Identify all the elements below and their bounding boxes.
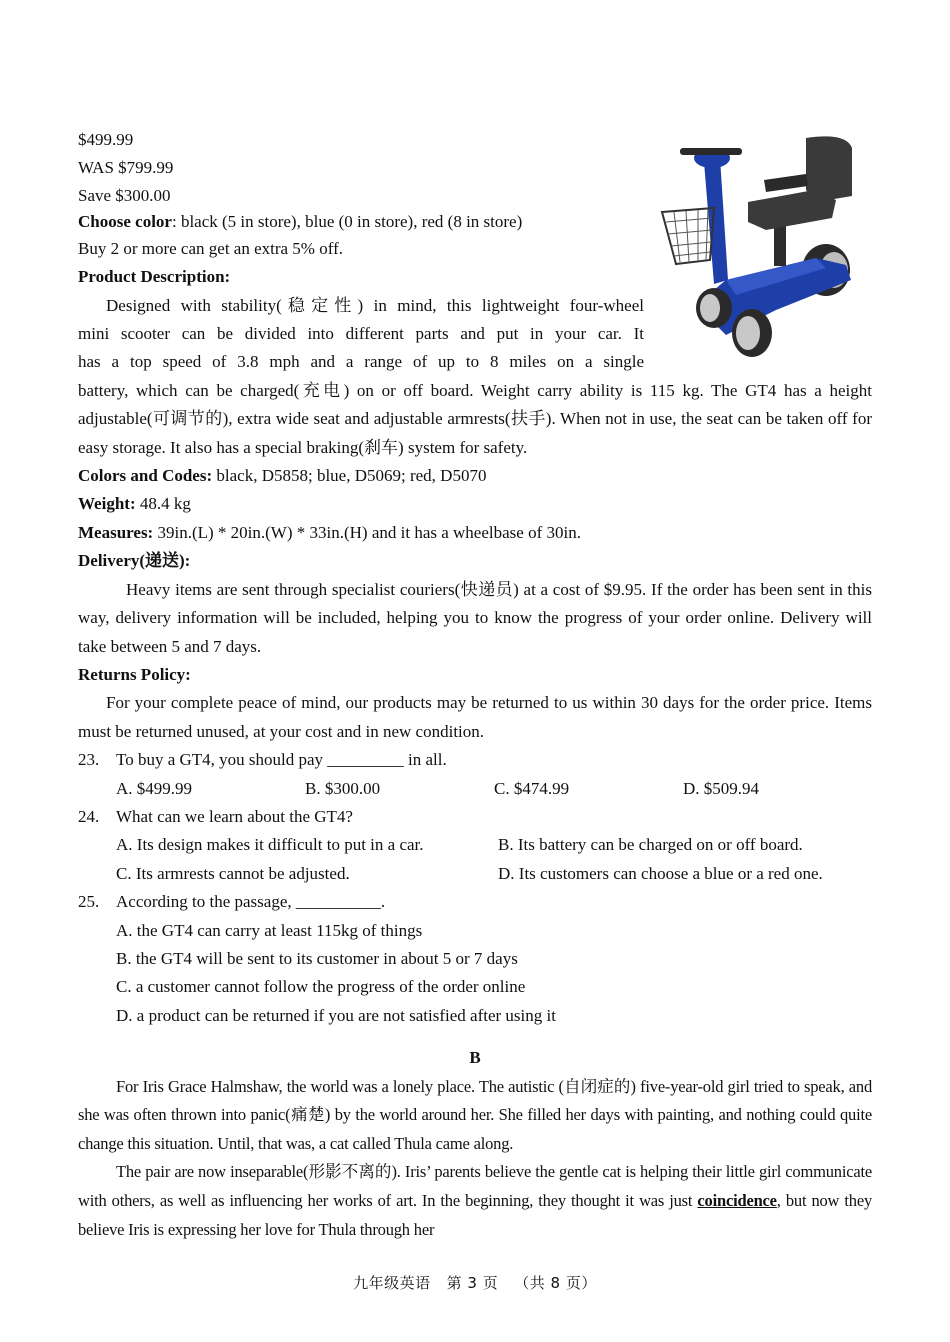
question-number: 24. — [78, 806, 100, 826]
question-25 — [78, 888, 872, 916]
option-a: A. the GT4 can carry at least 115kg of things — [116, 920, 423, 940]
question-stem: To buy a GT4, you should pay _________ in all. — [116, 750, 447, 770]
question-24-options-row-1 — [116, 831, 872, 859]
codes-label: Colors and Codes: — [78, 466, 213, 486]
option-b: B. the GT4 will be sent to its customer in about 5 or 7 days — [116, 948, 518, 968]
key-word: coincidence — [697, 1190, 777, 1210]
option-d: D. $509.94 — [683, 778, 760, 798]
exam-page — [78, 126, 872, 1244]
question-stem: According to the passage, __________. — [116, 892, 386, 912]
option-b: B. Its battery can be charged on or off board. — [498, 835, 803, 855]
measures — [78, 519, 872, 547]
paragraph-2-end: , but now they believe Iris is expressing her love for Thula through her — [78, 1190, 872, 1239]
option-c: C. Its armrests cannot be adjusted. — [116, 863, 350, 883]
returns-text: For your complete peace of mind, our products may be returned to us within 30 days for the order price. Items must be returned unused, at your cost and in new condition. — [78, 693, 872, 741]
paragraph-2-start: The pair are now inseparable(形影不离的). Iris’ parents believe the gentle cat is helping their little girl communicate with others, as well as influencing her works of art. In the beginning, they thought it was just — [78, 1162, 872, 1210]
description-line-2: mini scooter can be divided into different parts and put in your car. It — [78, 324, 644, 344]
description-line-3: has a top speed of 3.8 mph and a range of up to 8 miles on a single — [78, 352, 644, 372]
delivery-text: Heavy items are sent through specialist couriers(快递员) at a cost of $9.95. If the order has been sent in this way, delivery information will be included, helping you to know the progress of your order online. Delivery will take between 5 and 7 days. — [78, 579, 872, 656]
question-number: 25. — [78, 892, 100, 912]
section-b-paragraph-1: For Iris Grace Halmshaw, the world was a lonely place. The autistic (自闭症的) five-year-old girl tried to speak, and she was often thrown into panic(痛楚) by the world around her. She filled her days with painting, and nothing could quite change this situation. Until, that was, a cat called Thula came along. — [78, 1076, 872, 1153]
color-text: : black (5 in store), blue (0 in store), red (8 in store) — [171, 211, 523, 231]
weight-text: 48.4 kg — [135, 494, 191, 514]
footer-total: （共 8 页） — [514, 1274, 597, 1292]
section-b-paragraph-2 — [78, 1158, 872, 1244]
footer-subject: 九年级英语 — [353, 1274, 431, 1292]
measures-text: 39in.(L) * 20in.(W) * 33in.(H) and it has a wheelbase of 30in. — [153, 522, 581, 542]
question-23-options — [116, 775, 872, 803]
question-stem: What can we learn about the GT4? — [116, 806, 353, 826]
option-d: D. Its customers can choose a blue or a red one. — [498, 863, 823, 883]
description-rest: battery, which can be charged(充电) on or off board. Weight carry ability is 115 kg. The GT4 has a height adjustable(可调节的), extra wide seat and adjustable armrests(扶手). When not in use, the seat can be taken off for easy storage. It also has a special braking(刹车) system for safety. — [78, 380, 872, 457]
savings: Save $300.00 — [78, 185, 171, 205]
colors-codes — [78, 462, 872, 490]
section-b-title: B — [469, 1048, 481, 1068]
color-label: Choose color — [78, 211, 172, 231]
option-d: D. a product can be returned if you are not satisfied after using it — [116, 1005, 556, 1025]
option-c: C. $474.99 — [494, 778, 570, 798]
original-price: WAS $799.99 — [78, 158, 174, 178]
option-a: A. $499.99 — [116, 778, 193, 798]
delivery-heading: Delivery(递送): — [78, 551, 191, 571]
description-heading: Product Description: — [78, 267, 231, 287]
option-c: C. a customer cannot follow the progress of the order online — [116, 977, 526, 997]
description-line-1: Designed with stability(稳定性) in mind, this lightweight four-wheel — [106, 295, 644, 315]
measures-label: Measures: — [78, 522, 154, 542]
option-b: B. $300.00 — [305, 778, 381, 798]
footer-page: 第 3 页 — [446, 1274, 499, 1292]
question-23 — [78, 746, 872, 774]
page-footer — [0, 1272, 950, 1293]
question-24 — [78, 803, 872, 831]
question-number: 23. — [78, 750, 100, 770]
discount-note: Buy 2 or more can get an extra 5% off. — [78, 238, 343, 258]
codes-text: black, D5858; blue, D5069; red, D5070 — [212, 466, 487, 486]
color-choice — [78, 209, 872, 235]
weight-label: Weight: — [78, 494, 136, 514]
question-24-options-row-2 — [116, 860, 872, 888]
returns-heading: Returns Policy: — [78, 664, 191, 684]
weight — [78, 490, 872, 518]
current-price: $499.99 — [78, 130, 134, 149]
option-a: A. Its design makes it difficult to put in a car. — [116, 835, 424, 855]
